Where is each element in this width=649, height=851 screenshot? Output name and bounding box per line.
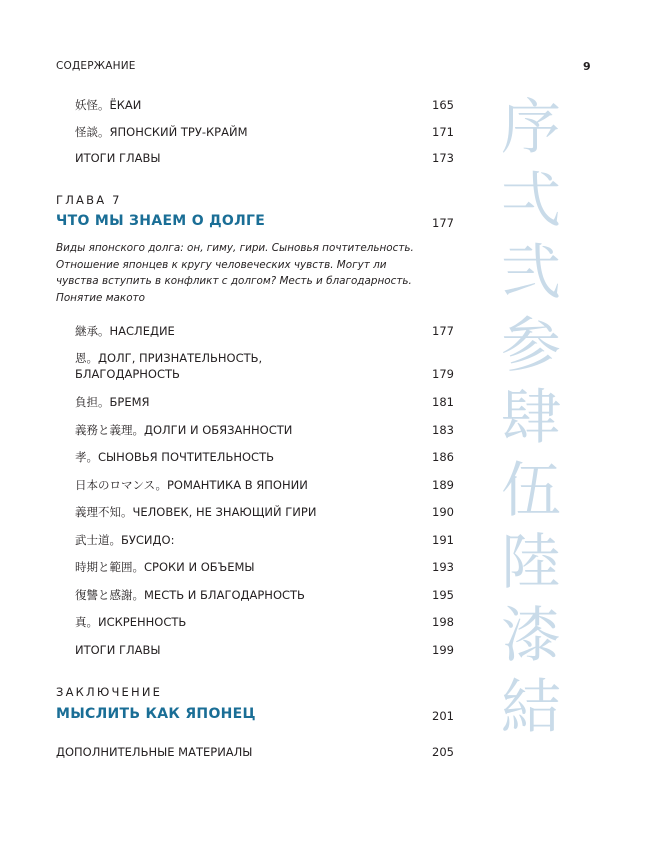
toc-entry-title: ИТОГИ ГЛАВЫ (75, 151, 161, 165)
toc-entry-title: 孝。СЫНОВЬЯ ПОЧТИТЕЛЬНОСТЬ (75, 450, 274, 464)
toc-entry-title: 継承。НАСЛЕДИЕ (75, 324, 175, 338)
toc-entry[interactable] (75, 614, 454, 630)
toc-entry[interactable] (75, 350, 454, 382)
toc-entry-title: 義理不知。ЧЕЛОВЕК, НЕ ЗНАЮЩИЙ ГИРИ (75, 505, 317, 519)
toc-entry[interactable] (75, 477, 454, 493)
conclusion-title-text: МЫСЛИТЬ КАК ЯПОНЕЦ (56, 706, 256, 722)
toc-entry-title: 日本のロマンス。РОМАНТИКА В ЯПОНИИ (75, 478, 308, 492)
toc-entry[interactable] (75, 323, 454, 339)
intro-line: чувства вступить в конфликт с долгом? Месть и благодарность. (56, 275, 412, 287)
toc-entry-title: 真。ИСКРЕННОСТЬ (75, 615, 187, 629)
kanji-glyph: 序 (501, 93, 561, 163)
toc-entry-title: 怪談。ЯПОНСКИЙ ТРУ-КРАЙМ (75, 125, 248, 139)
conclusion-page: 201 (432, 709, 454, 723)
toc-entry-title: 復讐と感謝。МЕСТЬ И БЛАГОДАРНОСТЬ (75, 588, 305, 602)
toc-entry[interactable] (75, 124, 454, 140)
toc-entry-title: 武士道。БУСИДО: (75, 533, 175, 547)
toc-entry-page: 190 (432, 505, 454, 519)
toc-entry-title: 恩。ДОЛГ, ПРИЗНАТЕЛЬНОСТЬ, (75, 351, 263, 365)
toc-entry-page: 181 (432, 395, 454, 409)
conclusion-title[interactable] (56, 706, 454, 722)
toc-entry-title: 義務と義理。ДОЛГИ И ОБЯЗАННОСТИ (75, 423, 293, 437)
conclusion-label: ЗАКЛЮЧЕНИЕ (56, 685, 163, 699)
chapter-page: 177 (432, 216, 454, 230)
kanji-glyph: 陸 (501, 528, 561, 598)
toc-entry-title: 負担。БРЕМЯ (75, 395, 150, 409)
toc-entry[interactable] (75, 394, 454, 410)
toc-entry-title: 妖怪。ЁКАИ (75, 98, 142, 112)
toc-entry[interactable] (75, 504, 454, 520)
toc-entry-page: 186 (432, 450, 454, 464)
toc-entry[interactable] (75, 449, 454, 465)
toc-entry-title: 時期と範囲。СРОКИ И ОБЪЕМЫ (75, 560, 255, 574)
kanji-glyph: 肆 (501, 383, 561, 453)
toc-entry[interactable] (75, 150, 454, 166)
toc-entry-page: 191 (432, 533, 454, 547)
chapter-label: ГЛАВА 7 (56, 193, 122, 207)
toc-entry[interactable] (75, 422, 454, 438)
toc-entry-appendix[interactable] (56, 744, 454, 760)
chapter-intro (56, 240, 416, 306)
toc-entry-title-cont: БЛАГОДАРНОСТЬ (75, 367, 180, 381)
toc-entry-page: 179 (432, 367, 454, 381)
kanji-glyph: 漆 (501, 600, 561, 671)
toc-entry-page: 195 (432, 588, 454, 602)
toc-entry-page: 189 (432, 478, 454, 492)
kanji-glyph: 弌 (501, 165, 561, 236)
toc-entry-page: 193 (432, 560, 454, 574)
toc-entry-page: 165 (432, 98, 454, 112)
toc-entry-page: 183 (432, 423, 454, 437)
toc-entry[interactable] (75, 559, 454, 575)
appendix-title: ДОПОЛНИТЕЛЬНЫЕ МАТЕРИАЛЫ (56, 745, 253, 759)
toc-entry[interactable] (75, 97, 454, 113)
toc-entry[interactable] (75, 587, 454, 603)
intro-line: Отношение японцев к кругу человеческих чувств. Могут ли (56, 258, 387, 271)
intro-line: Понятие макото (56, 291, 145, 304)
decorative-kanji-column (494, 92, 568, 745)
intro-line: Виды японского долга: он, гиму, гири. Сыновья почтительность. (56, 242, 414, 254)
toc-entry-page: 173 (432, 151, 454, 165)
toc-entry-page: 199 (432, 643, 454, 657)
toc-entry-page: 198 (432, 615, 454, 629)
kanji-glyph: 参 (501, 310, 561, 381)
toc-entry-title: ИТОГИ ГЛАВЫ (75, 643, 161, 657)
chapter-title-text: ЧТО МЫ ЗНАЕМ О ДОЛГЕ (56, 213, 266, 229)
toc-entry-page: 171 (432, 125, 454, 139)
kanji-glyph: 伍 (501, 455, 561, 526)
page-number: 9 (583, 60, 591, 73)
toc-entry[interactable] (75, 642, 454, 658)
kanji-glyph: 弐 (501, 238, 561, 308)
toc-entry[interactable] (75, 532, 454, 548)
toc-entry-page: 177 (432, 324, 454, 338)
appendix-page: 205 (432, 745, 454, 759)
kanji-glyph: 結 (501, 673, 561, 743)
header-title: СОДЕРЖАНИЕ (56, 60, 136, 72)
chapter-title[interactable] (56, 213, 454, 229)
